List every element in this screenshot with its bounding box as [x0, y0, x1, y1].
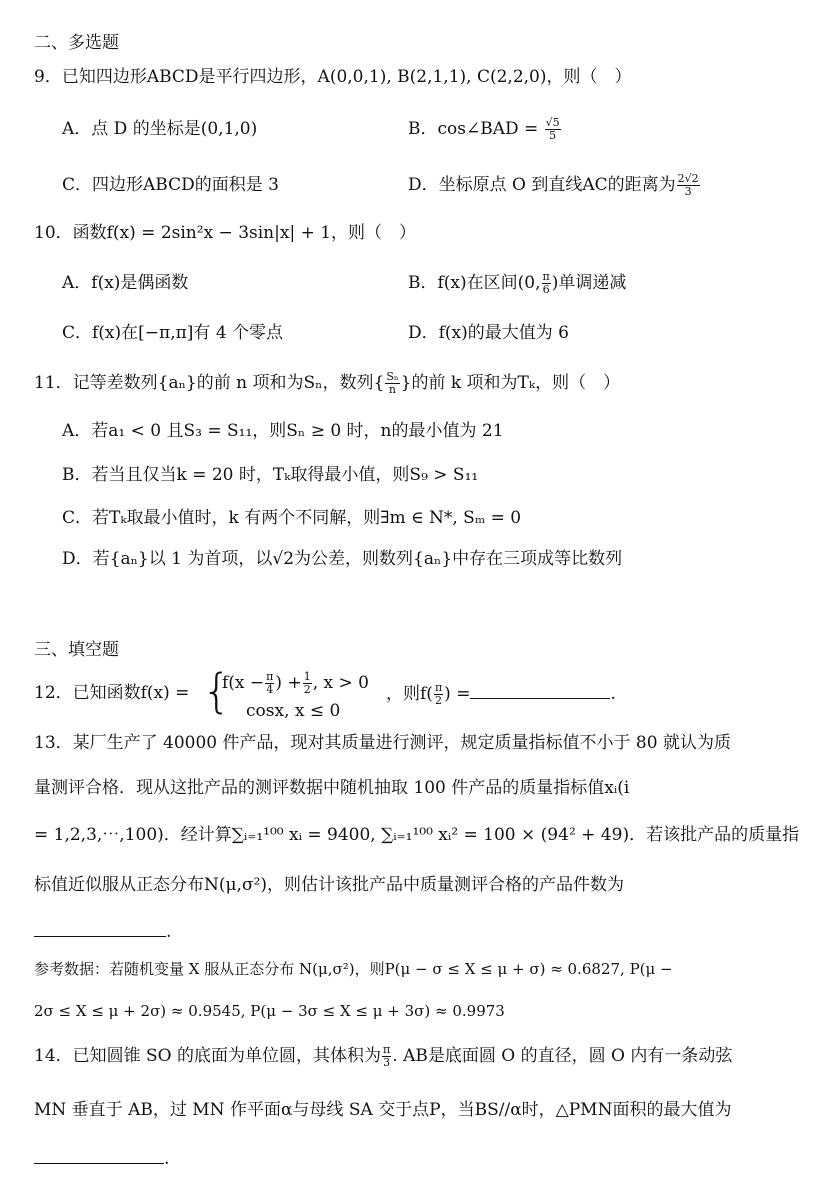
q13-line-3: = 1,2,3,⋯,100)．经计算∑ᵢ₌₁¹⁰⁰ xᵢ = 9400, ∑ᵢ₌₁¹⁰⁰ xᵢ² = 100 × (94² + 49)．若该批产品的质量指 [34, 825, 800, 845]
q12-case-2: cosx, x ≤ 0 [246, 701, 341, 721]
q13-line-1: 13．某厂生产了 40000 件产品，现对其质量进行测评，规定质量指标值不小于 80 就认为质 [34, 733, 731, 753]
q13-line-2: 量测评合格．现从这批产品的测评数据中随机抽取 100 件产品的质量指标值xᵢ(i [34, 778, 630, 798]
q11-stem: 11．记等差数列{aₙ}的前 n 项和为Sₙ，数列{ $\frac{\text{Sₙ}}{n}$ }的前 k 项和为Tₖ，则（ ） [34, 370, 621, 396]
q9-option-c: C．四边形ABCD的面积是 3 [62, 175, 279, 195]
q10-option-d: D．f(x)的最大值为 6 [408, 323, 569, 343]
q12-ask: ，则f( $\frac{\pi}{2}$ ) = . [386, 681, 616, 707]
section-title-multi: 二、多选题 [34, 33, 119, 53]
q10-stem: 10．函数f(x) = 2sin²x − 3sin|x| + 1，则（ ） [34, 223, 417, 243]
q11-option-d: D．若{aₙ}以 1 为首项，以√2为公差，则数列{aₙ}中存在三项成等比数列 [62, 549, 623, 569]
q14-line-2: MN 垂直于 AB，过 MN 作平面α与母线 SA 交于点P，当BS//α时，△PMN面积的最大值为 [34, 1100, 732, 1120]
q11-option-b: B．若当且仅当k = 20 时，Tₖ取得最小值，则S₉ > S₁₁ [62, 465, 479, 485]
section-title-fill: 三、填空题 [34, 640, 119, 660]
q13-line-4: 标值近似服从正态分布N(μ,σ²)，则估计该批产品中质量测评合格的产品件数为 [34, 875, 625, 895]
q11-option-a: A．若a₁ < 0 且S₃ = S₁₁，则Sₙ ≥ 0 时，n的最小值为 21 [62, 421, 504, 441]
q10-option-a: A．f(x)是偶函数 [62, 273, 189, 293]
q10-option-b: B．f(x)在区间(0, $\frac{\pi}{6}$ )单调递减 [408, 270, 627, 296]
q10-option-c: C．f(x)在[−π,π]有 4 个零点 [62, 323, 284, 343]
q13-reference-1: 参考数据：若随机变量 X 服从正态分布 N(μ,σ²)，则P(μ − σ ≤ X ≤ μ + σ) ≈ 0.6827, P(μ − [34, 960, 673, 978]
q14-answer-line: . [34, 1145, 169, 1172]
q9-option-d: D．坐标原点 O 到直线AC的距离为 $\frac{2√2}{3}$ [408, 172, 699, 198]
q12-stem: 12．已知函数f(x) = [34, 683, 190, 703]
q14-line-1: 14．已知圆锥 SO 的底面为单位圆，其体积为 $\frac{\pi}{3}$ . AB是底面圆 O 的直径，圆 O 内有一条动弦 [34, 1043, 733, 1069]
q12-answer-blank[interactable] [470, 680, 610, 699]
q13-answer-blank[interactable] [34, 918, 166, 937]
q12-case-1: f(x − $\frac{\pi}{4}$ ) + $\frac{1}{2}$ , x > 0 [222, 670, 369, 696]
q12-brace: { [202, 664, 232, 718]
q9-option-a: A．点 D 的坐标是(0,1,0) [62, 119, 258, 139]
q14-answer-blank[interactable] [34, 1145, 164, 1164]
q9-option-b: B．cos∠BAD = $\frac{√5}{5}$ [408, 116, 560, 142]
q13-answer-line: . [34, 918, 171, 945]
q11-option-c: C．若Tₖ取最小值时，k 有两个不同解，则∃m ∈ N*, Sₘ = 0 [62, 508, 522, 528]
q9-stem: 9．已知四边形ABCD是平行四边形，A(0,0,1), B(2,1,1), C(2,2,0)，则（ ） [34, 67, 632, 87]
q13-reference-2: 2σ ≤ X ≤ μ + 2σ) ≈ 0.9545, P(μ − 3σ ≤ X ≤ μ + 3σ) ≈ 0.9973 [34, 1002, 505, 1020]
